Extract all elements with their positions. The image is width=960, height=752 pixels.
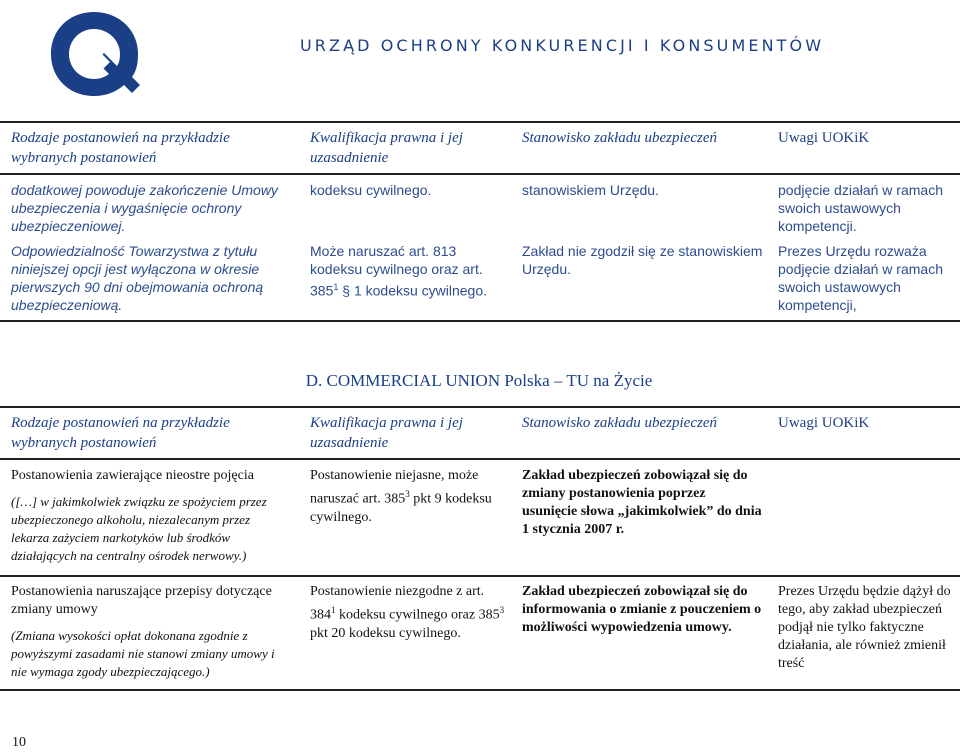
uokik-remarks: Prezes Urzędu rozważa podjęcie działań w ramach swoich ustawowych kompetencji, [778,243,943,313]
legal-qualification: Postanowienie niejasne, może naruszać art. $385^3$ pkt 9 kodeksu cywilnego. [310,468,492,525]
header-uokik-remarks: Uwagi UOKiK [778,415,870,431]
provision-title: Postanowienia zawierające nieostre pojęcia [11,468,254,483]
legal-qualification: Może naruszać art. 813 kodeksu cywilnego oraz art. $385^1$ § 1 kodeksu cywilnego. [310,243,488,299]
header-provision-types: Rodzaje postanowień na przykładzie wybranych postanowień [11,130,230,166]
page-number: 10 [12,735,26,750]
table-header-row [0,407,960,459]
table-row [0,459,960,576]
section-title: D. COMMERCIAL UNION Polska – TU na Życie [305,371,653,390]
table-row [0,239,960,321]
header-legal-qualification: Kwalifikacja prawna i jej uzasadnienie [310,415,463,451]
uokik-remarks: Prezes Urzędu będzie dążył do tego, aby zakład ubezpieczeń podjął nie tylko faktyczne działania, ale również zmienił treść [778,584,951,671]
header-provision-types: Rodzaje postanowień na przykładzie wybranych postanowień [11,415,230,451]
provision-cell [0,576,300,690]
table-row [0,174,960,239]
provision-quote: (Zmiana wysokości opłat dokonana zgodnie z powyższymi zasadami nie stanowi zmiany umowy i nie wymaga zgody ubezpieczającego.) [11,628,275,679]
legal-qualification: Postanowienie niezgodne z art. $384^1$ kodeksu cywilnego oraz $385^3$ pkt 20 kodeksu cywilnego. [310,584,505,641]
table-header-row [0,122,960,174]
legal-qualification: kodeksu cywilnego. [310,182,432,198]
table-row [0,576,960,690]
provisions-table-top [0,121,960,322]
provision-quote: ([…] w jakimkolwiek związku ze spożyciem przez ubezpieczonego alkoholu, niezalecanym przez lekarza zażyciem narkotyków lub środków działających na centralny ośrodek nerwowy.) [11,494,267,563]
organization-name: URZĄD OCHRONY KONKURENCJI I KONSUMENTÓW [300,36,825,55]
uokik-remarks [770,459,960,576]
insurer-position: stanowiskiem Urzędu. [522,182,659,198]
insurer-position: Zakład ubezpieczeń zobowiązał się do zmiany postanowienia poprzez usunięcie słowa „jakimkolwiek” do dnia 1 stycznia 2007 r. [522,468,762,537]
header-insurer-position: Stanowisko zakładu ubezpieczeń [522,415,717,431]
provision-title: Postanowienia naruszające przepisy dotyczące zmiany umowy [11,584,272,617]
insurer-position: Zakład nie zgodził się ze stanowiskiem Urzędu. [522,243,763,277]
insurer-position: Zakład ubezpieczeń zobowiązał się do informowania o zmianie z pouczeniem o możliwości wypowiedzenia umowy. [522,584,762,635]
provision-text: dodatkowej powoduje zakończenie Umowy ubezpieczenia i wygaśnięcie ochrony ubezpieczeniowej. [11,182,278,234]
provision-cell [0,459,300,576]
uokik-remarks: podjęcie działań w ramach swoich ustawowych kompetencji. [778,182,943,234]
header-insurer-position: Stanowisko zakładu ubezpieczeń [522,130,717,146]
header-legal-qualification: Kwalifikacja prawna i jej uzasadnienie [310,130,463,166]
provision-text: Odpowiedzialność Towarzystwa z tytułu niniejszej opcji jest wyłączona w okresie pierwszych 90 dni obejmowania ochroną ubezpieczeniową. [11,243,264,313]
provisions-table-commercial-union [0,406,960,691]
header-uokik-remarks: Uwagi UOKiK [778,130,870,146]
uokik-logo [46,6,142,114]
